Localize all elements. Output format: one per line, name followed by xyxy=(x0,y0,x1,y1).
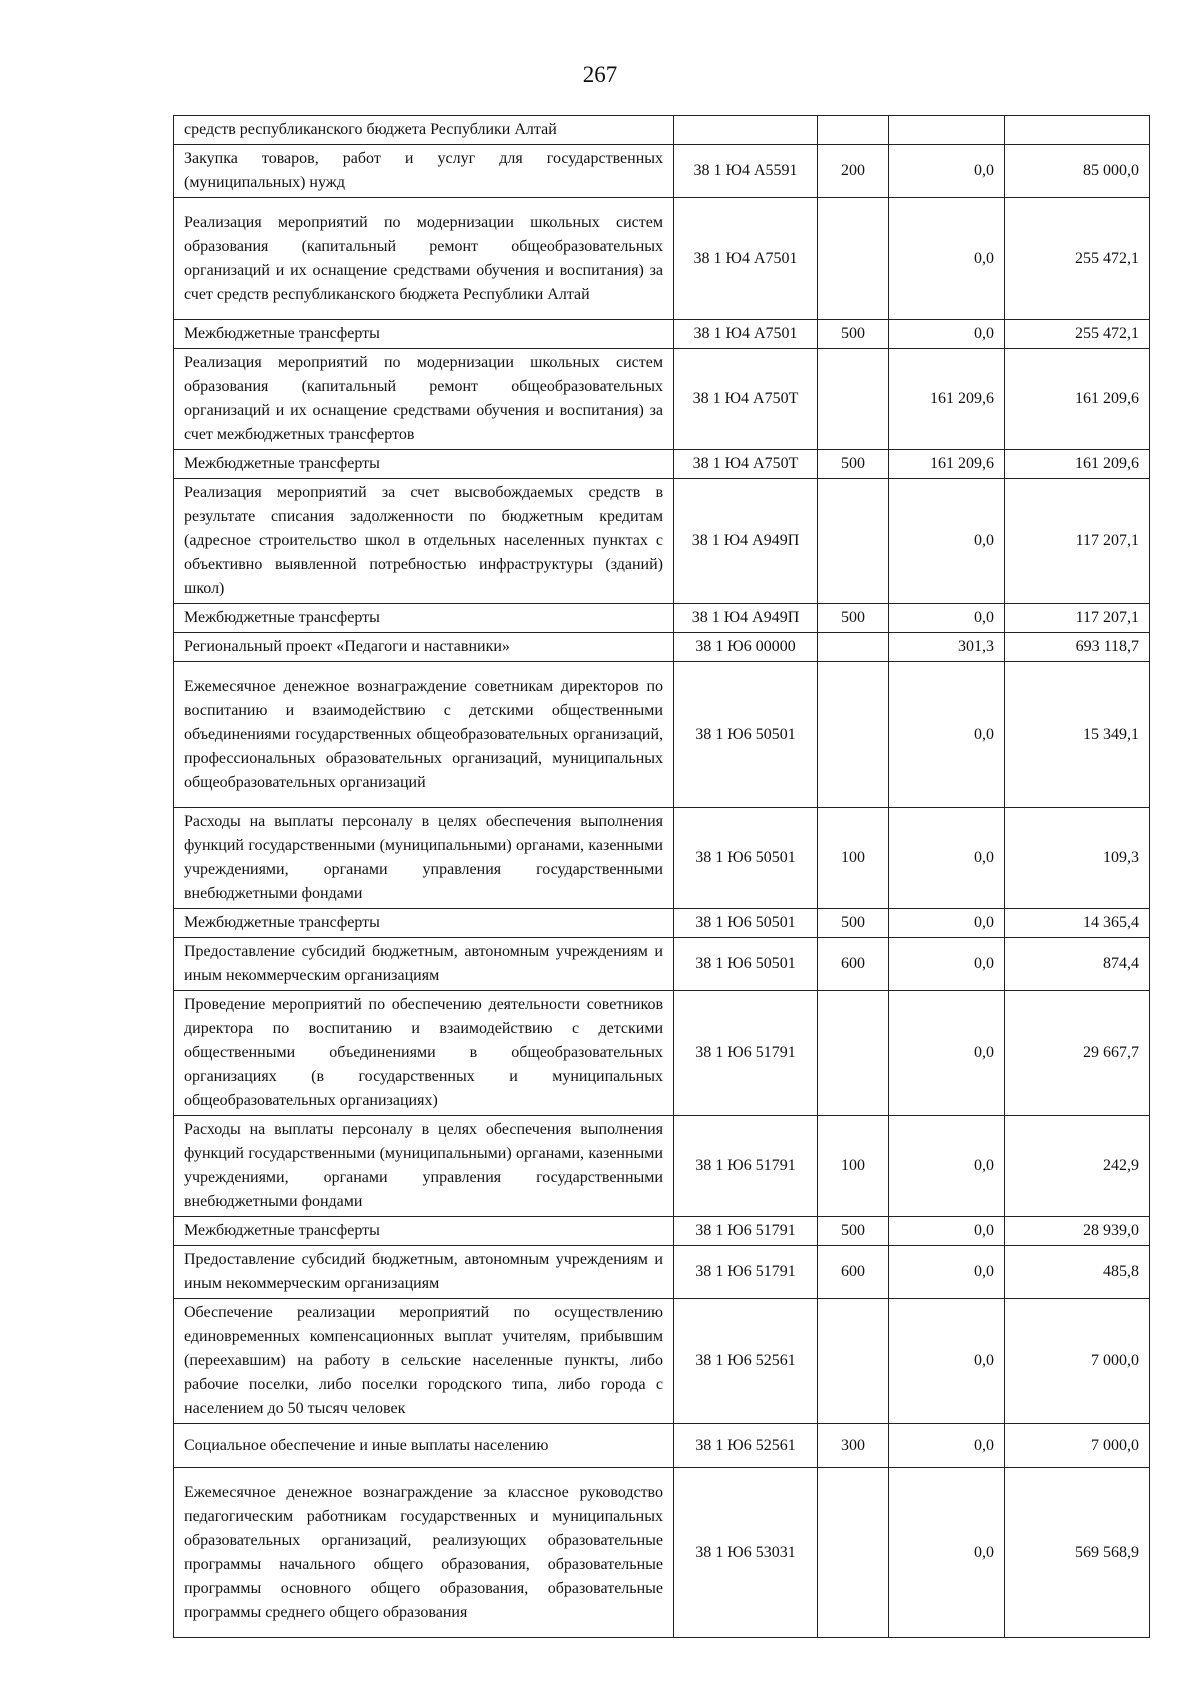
amount-1-cell: 0,0 xyxy=(889,1424,1005,1468)
expense-name-cell: Межбюджетные трансферты xyxy=(174,320,674,349)
expense-name-cell: Межбюджетные трансферты xyxy=(174,909,674,938)
expense-name-cell: Межбюджетные трансферты xyxy=(174,450,674,479)
amount-2-cell xyxy=(1005,116,1150,145)
expense-type-cell xyxy=(818,633,889,662)
amount-1-cell: 0,0 xyxy=(889,479,1005,604)
amount-1-cell: 0,0 xyxy=(889,662,1005,808)
target-article-code-cell: 38 1 Ю6 50501 xyxy=(674,808,818,909)
table-row xyxy=(174,349,1150,450)
amount-2-cell: 7 000,0 xyxy=(1005,1424,1150,1468)
amount-1-cell: 0,0 xyxy=(889,604,1005,633)
target-article-code-cell xyxy=(674,116,818,145)
target-article-code-cell: 38 1 Ю6 52561 xyxy=(674,1299,818,1424)
amount-2-cell: 28 939,0 xyxy=(1005,1217,1150,1246)
expense-name-cell: Ежемесячное денежное вознаграждение советникам директоров по воспитанию и взаимодействию с детскими общественными объединениями государственных общеобразовательных организаций, профессиональных образовательных организаций, муниципальных общеобразовательных организаций xyxy=(174,662,674,808)
expense-name-cell: Закупка товаров, работ и услуг для государственных (муниципальных) нужд xyxy=(174,145,674,198)
table-row xyxy=(174,116,1150,145)
target-article-code-cell: 38 1 Ю6 52561 xyxy=(674,1424,818,1468)
expense-name-cell: средств республиканского бюджета Республики Алтай xyxy=(174,116,674,145)
expense-type-cell xyxy=(818,1299,889,1424)
amount-1-cell: 0,0 xyxy=(889,320,1005,349)
table-row xyxy=(174,450,1150,479)
amount-2-cell: 161 209,6 xyxy=(1005,450,1150,479)
expense-name-cell: Региональный проект «Педагоги и наставники» xyxy=(174,633,674,662)
expense-type-cell: 500 xyxy=(818,450,889,479)
expense-name-cell: Реализация мероприятий за счет высвобождаемых средств в результате списания задолженности по бюджетным кредитам (адресное строительство школ в отдельных населенных пунктах с объективно выявленной потребностью инфраструктуры (зданий) школ) xyxy=(174,479,674,604)
target-article-code-cell: 38 1 Ю4 А7501 xyxy=(674,320,818,349)
target-article-code-cell: 38 1 Ю4 А949П xyxy=(674,479,818,604)
table-row xyxy=(174,1424,1150,1468)
table-row xyxy=(174,808,1150,909)
table-row xyxy=(174,662,1150,808)
table-row xyxy=(174,1299,1150,1424)
table-row xyxy=(174,1246,1150,1299)
target-article-code-cell: 38 1 Ю6 00000 xyxy=(674,633,818,662)
amount-1-cell: 0,0 xyxy=(889,1246,1005,1299)
expense-name-cell: Расходы на выплаты персоналу в целях обеспечения выполнения функций государственными (муниципальными) органами, казенными учреждениями, органами управления государственными внебюджетными фондами xyxy=(174,1116,674,1217)
target-article-code-cell: 38 1 Ю4 А750Т xyxy=(674,349,818,450)
table-row xyxy=(174,1116,1150,1217)
expense-name-cell: Реализация мероприятий по модернизации школьных систем образования (капитальный ремонт общеобразовательных организаций и их оснащение средствами обучения и воспитания) за счет межбюджетных трансфертов xyxy=(174,349,674,450)
amount-1-cell: 0,0 xyxy=(889,808,1005,909)
expense-type-cell xyxy=(818,991,889,1116)
amount-2-cell: 485,8 xyxy=(1005,1246,1150,1299)
table-row xyxy=(174,145,1150,198)
table-row xyxy=(174,1217,1150,1246)
table-row xyxy=(174,991,1150,1116)
table-row xyxy=(174,909,1150,938)
amount-1-cell: 0,0 xyxy=(889,145,1005,198)
amount-1-cell: 0,0 xyxy=(889,1299,1005,1424)
expense-type-cell xyxy=(818,116,889,145)
expense-type-cell xyxy=(818,479,889,604)
amount-2-cell: 255 472,1 xyxy=(1005,320,1150,349)
expense-type-cell: 500 xyxy=(818,320,889,349)
expense-type-cell: 500 xyxy=(818,1217,889,1246)
expense-type-cell: 300 xyxy=(818,1424,889,1468)
target-article-code-cell: 38 1 Ю6 51791 xyxy=(674,1217,818,1246)
expense-type-cell: 100 xyxy=(818,808,889,909)
target-article-code-cell: 38 1 Ю6 51791 xyxy=(674,1116,818,1217)
amount-2-cell: 117 207,1 xyxy=(1005,604,1150,633)
expense-name-cell: Предоставление субсидий бюджетным, автономным учреждениям и иным некоммерческим организациям xyxy=(174,938,674,991)
target-article-code-cell: 38 1 Ю4 А949П xyxy=(674,604,818,633)
amount-1-cell: 0,0 xyxy=(889,909,1005,938)
target-article-code-cell: 38 1 Ю6 51791 xyxy=(674,1246,818,1299)
amount-1-cell: 0,0 xyxy=(889,198,1005,320)
amount-2-cell: 255 472,1 xyxy=(1005,198,1150,320)
target-article-code-cell: 38 1 Ю6 50501 xyxy=(674,909,818,938)
amount-2-cell: 117 207,1 xyxy=(1005,479,1150,604)
amount-1-cell: 161 209,6 xyxy=(889,349,1005,450)
amount-1-cell: 0,0 xyxy=(889,938,1005,991)
amount-2-cell: 7 000,0 xyxy=(1005,1299,1150,1424)
amount-1-cell: 0,0 xyxy=(889,1116,1005,1217)
amount-2-cell: 242,9 xyxy=(1005,1116,1150,1217)
expense-name-cell: Межбюджетные трансферты xyxy=(174,604,674,633)
amount-2-cell: 874,4 xyxy=(1005,938,1150,991)
amount-2-cell: 85 000,0 xyxy=(1005,145,1150,198)
amount-2-cell: 15 349,1 xyxy=(1005,662,1150,808)
target-article-code-cell: 38 1 Ю6 53031 xyxy=(674,1468,818,1638)
amount-2-cell: 693 118,7 xyxy=(1005,633,1150,662)
page-number: 267 xyxy=(582,62,618,87)
amount-1-cell: 0,0 xyxy=(889,1217,1005,1246)
target-article-code-cell: 38 1 Ю6 50501 xyxy=(674,662,818,808)
expense-type-cell: 500 xyxy=(818,604,889,633)
expense-name-cell: Проведение мероприятий по обеспечению деятельности советников директора по воспитанию и взаимодействию с детскими общественными объединениями в общеобразовательных организациях (в государственных и муниципальных общеобразовательных организациях) xyxy=(174,991,674,1116)
expense-name-cell: Межбюджетные трансферты xyxy=(174,1217,674,1246)
amount-1-cell: 161 209,6 xyxy=(889,450,1005,479)
expense-name-cell: Обеспечение реализации мероприятий по осуществлению единовременных компенсационных выплат учителям, прибывшим (переехавшим) на работу в сельские населенные пункты, либо рабочие поселки, либо поселки городского типа, либо города с населением до 50 тысяч человек xyxy=(174,1299,674,1424)
target-article-code-cell: 38 1 Ю6 50501 xyxy=(674,938,818,991)
amount-2-cell: 14 365,4 xyxy=(1005,909,1150,938)
table-row xyxy=(174,198,1150,320)
table-row xyxy=(174,604,1150,633)
table-row xyxy=(174,479,1150,604)
expense-type-cell xyxy=(818,198,889,320)
target-article-code-cell: 38 1 Ю4 А750Т xyxy=(674,450,818,479)
expense-type-cell: 600 xyxy=(818,1246,889,1299)
table-row xyxy=(174,633,1150,662)
target-article-code-cell: 38 1 Ю4 А7501 xyxy=(674,198,818,320)
expense-name-cell: Реализация мероприятий по модернизации школьных систем образования (капитальный ремонт общеобразовательных организаций и их оснащение средствами обучения и воспитания) за счет средств республиканского бюджета Республики Алтай xyxy=(174,198,674,320)
amount-2-cell: 569 568,9 xyxy=(1005,1468,1150,1638)
expense-type-cell xyxy=(818,1468,889,1638)
expense-name-cell: Социальное обеспечение и иные выплаты населению xyxy=(174,1424,674,1468)
amount-2-cell: 109,3 xyxy=(1005,808,1150,909)
target-article-code-cell: 38 1 Ю4 А5591 xyxy=(674,145,818,198)
amount-1-cell: 301,3 xyxy=(889,633,1005,662)
table-row xyxy=(174,320,1150,349)
table-row xyxy=(174,938,1150,991)
expense-name-cell: Ежемесячное денежное вознаграждение за классное руководство педагогическим работникам государственных и муниципальных образовательных организаций, реализующих образовательные программы начального общего образования, образовательные программы основного общего образования, образовательные программы среднего общего образования xyxy=(174,1468,674,1638)
table-row xyxy=(174,1468,1150,1638)
amount-2-cell: 29 667,7 xyxy=(1005,991,1150,1116)
expense-type-cell: 100 xyxy=(818,1116,889,1217)
amount-1-cell: 0,0 xyxy=(889,991,1005,1116)
expense-type-cell: 600 xyxy=(818,938,889,991)
expense-type-cell xyxy=(818,349,889,450)
amount-1-cell: 0,0 xyxy=(889,1468,1005,1638)
amount-1-cell xyxy=(889,116,1005,145)
expense-type-cell: 200 xyxy=(818,145,889,198)
expense-name-cell: Предоставление субсидий бюджетным, автономным учреждениям и иным некоммерческим организациям xyxy=(174,1246,674,1299)
budget-table xyxy=(173,115,1150,1638)
target-article-code-cell: 38 1 Ю6 51791 xyxy=(674,991,818,1116)
expense-name-cell: Расходы на выплаты персоналу в целях обеспечения выполнения функций государственными (муниципальными) органами, казенными учреждениями, органами управления государственными внебюджетными фондами xyxy=(174,808,674,909)
expense-type-cell: 500 xyxy=(818,909,889,938)
amount-2-cell: 161 209,6 xyxy=(1005,349,1150,450)
expense-type-cell xyxy=(818,662,889,808)
budget-table-body xyxy=(174,116,1150,1638)
